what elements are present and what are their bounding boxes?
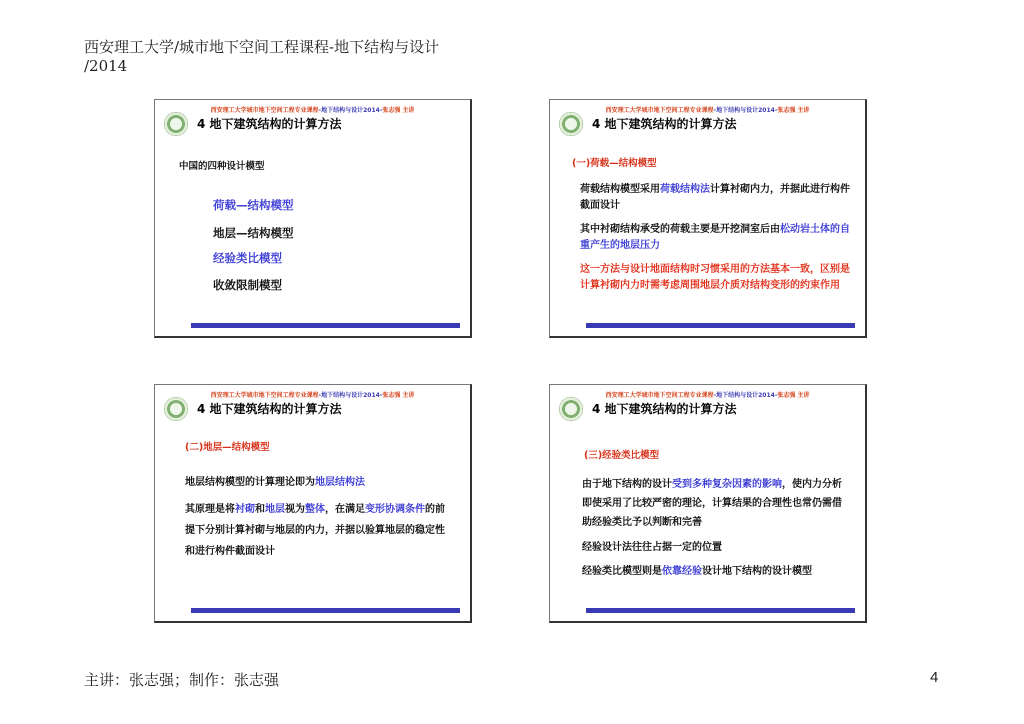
slide-intro: 中国的四种设计模型 <box>179 161 265 172</box>
text-run: 计算衬砌内力，并据此进行构件截面设计 <box>580 184 850 211</box>
section-title: (二)地层—结构模型 <box>185 442 270 453</box>
header-line-2: /2014 <box>84 57 128 75</box>
highlight-term: 整体 <box>305 504 325 515</box>
section-title: (三)经验类比模型 <box>584 450 660 461</box>
strip-school: 西安理工大学城市地下空间工程专业课程 <box>210 107 319 114</box>
paragraph-1 <box>582 475 849 532</box>
paragraph-3: 这一方法与设计地面结构时习惯采用的方法基本一致，区别是计算衬砌内力时需考虑周围地层介质对结构变形的约束作用 <box>580 264 850 291</box>
highlight-term: 松动岩土体的自重产生的地层压力 <box>580 224 850 251</box>
slide-4 <box>549 384 867 623</box>
paragraph-2 <box>185 499 452 562</box>
strip-lecturer: 张志强 主讲 <box>382 107 415 114</box>
text-run: 视为 <box>285 504 305 515</box>
slide-body <box>582 475 849 588</box>
slide-title: 4 地下建筑结构的计算方法 <box>197 117 342 131</box>
strip-course: 地下结构与设计2014 <box>716 107 775 114</box>
slide-1 <box>154 99 472 338</box>
strip-course: 地下结构与设计2014 <box>321 392 380 399</box>
strip-lecturer: 张志强 主讲 <box>777 107 810 114</box>
text-run: 其原理是将 <box>185 504 235 515</box>
model-item-ground-structure: 地层—结构模型 <box>213 226 294 240</box>
paragraph-1 <box>580 182 851 214</box>
highlight-term: 地层结构法 <box>315 477 365 488</box>
strip-sep: - <box>713 107 717 114</box>
highlight-term: 荷载结构法 <box>660 184 710 195</box>
document-footer: 主讲：张志强；制作：张志强 <box>84 671 280 689</box>
slide-bottom-bar <box>586 323 855 328</box>
text-run: ，使内力分析即使采用了比较严密的理论，计算结果的合理性也常仍需借助经验类比予以判断和完善 <box>582 479 842 528</box>
highlight-term: 衬砌 <box>235 504 255 515</box>
slide-title: 4 地下建筑结构的计算方法 <box>592 117 737 131</box>
highlight-term: 变形协调条件 <box>365 504 425 515</box>
text-run: 设计地下结构的设计模型 <box>702 566 812 577</box>
text-run: 的前提下分别计算衬砌与地层的内力，并据以验算地层的稳定性和进行构件截面设计 <box>185 504 445 557</box>
highlight-term: 依靠经验 <box>662 566 702 577</box>
text-run: 荷载结构模型采用 <box>580 184 660 195</box>
slide-bottom-bar <box>191 608 460 613</box>
text-run: 和 <box>255 504 265 515</box>
strip-sep: - <box>379 107 383 114</box>
slide-bottom-bar <box>586 608 855 613</box>
model-item-empirical: 经验类比模型 <box>213 251 282 265</box>
strip-course: 地下结构与设计2014 <box>716 392 775 399</box>
model-item-load-structure: 荷载—结构模型 <box>213 198 294 212</box>
paragraph-1 <box>185 475 452 491</box>
strip-sep: - <box>379 392 383 399</box>
slide-body <box>185 475 452 570</box>
slide-header-strip <box>550 105 865 114</box>
slide-header-strip <box>155 390 470 399</box>
slide-header-strip <box>550 390 865 399</box>
strip-lecturer: 张志强 主讲 <box>777 392 810 399</box>
slide-body <box>580 182 851 302</box>
paragraph-2 <box>580 222 851 254</box>
university-logo-icon <box>559 112 583 136</box>
slide-header-strip <box>155 105 470 114</box>
strip-school: 西安理工大学城市地下空间工程专业课程 <box>605 392 714 399</box>
document-header <box>84 38 439 76</box>
section-title: (一)荷载—结构模型 <box>572 158 657 169</box>
highlight-term: 受到多种复杂因素的影响 <box>672 479 782 490</box>
text-run: 由于地下结构的设计 <box>582 479 672 490</box>
strip-sep: - <box>774 107 778 114</box>
slide-2 <box>549 99 867 338</box>
university-logo-icon <box>164 112 188 136</box>
slide-3 <box>154 384 472 623</box>
header-line-1: 西安理工大学/城市地下空间工程课程-地下结构与设计 <box>84 38 440 56</box>
strip-course: 地下结构与设计2014 <box>321 107 380 114</box>
text-run: 其中衬砌结构承受的荷载主要是开挖洞室后由 <box>580 224 780 235</box>
strip-lecturer: 张志强 主讲 <box>382 392 415 399</box>
text-run: ，在满足 <box>325 504 365 515</box>
strip-sep: - <box>318 392 322 399</box>
university-logo-icon <box>559 397 583 421</box>
paragraph-3 <box>582 564 849 580</box>
slide-title: 4 地下建筑结构的计算方法 <box>592 402 737 416</box>
university-logo-icon <box>164 397 188 421</box>
text-run: 经验类比模型则是 <box>582 566 662 577</box>
model-item-convergence: 收敛限制模型 <box>213 278 282 292</box>
text-run: 地层结构模型的计算理论即为 <box>185 477 315 488</box>
highlight-term: 地层 <box>265 504 285 515</box>
slide-title: 4 地下建筑结构的计算方法 <box>197 402 342 416</box>
strip-school: 西安理工大学城市地下空间工程专业课程 <box>210 392 319 399</box>
strip-sep: - <box>318 107 322 114</box>
slide-bottom-bar <box>191 323 460 328</box>
paragraph-2: 经验设计法往往占据一定的位置 <box>582 542 722 553</box>
strip-sep: - <box>713 392 717 399</box>
strip-sep: - <box>774 392 778 399</box>
page-number: 4 <box>930 669 939 686</box>
strip-school: 西安理工大学城市地下空间工程专业课程 <box>605 107 714 114</box>
